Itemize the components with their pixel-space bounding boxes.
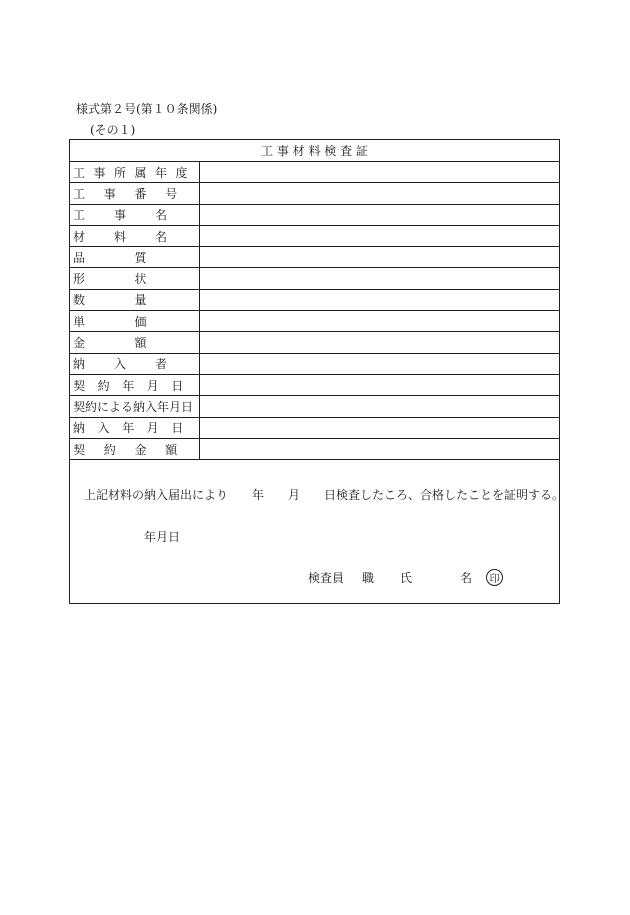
label-char: 工 (73, 165, 86, 180)
statement-prefix: 上記材料の納入届出により (84, 488, 229, 503)
field-value[interactable] (200, 226, 559, 246)
label-char: 名 (155, 208, 168, 223)
label-char: 年 (122, 378, 135, 393)
field-label (70, 226, 200, 246)
field-value[interactable] (200, 332, 559, 352)
field-label-text (73, 291, 196, 308)
name-suffix-label: 名 (460, 571, 473, 586)
field-value[interactable] (200, 183, 559, 203)
date-year: 年 (144, 530, 157, 545)
field-label (70, 311, 200, 331)
table-row (70, 439, 559, 460)
label-char: 月 (146, 421, 159, 436)
statement-year: 年 (252, 488, 265, 503)
table-row (70, 290, 559, 311)
statement-month: 月 (288, 488, 301, 503)
field-label (70, 418, 200, 438)
field-value[interactable] (200, 439, 559, 459)
label-char: 事 (114, 208, 127, 223)
label-char: 金 (73, 336, 86, 351)
field-label (70, 205, 200, 225)
label-char: 量 (134, 293, 147, 308)
label-char: 事 (93, 165, 106, 180)
field-value[interactable] (200, 268, 559, 288)
table-row (70, 247, 559, 268)
certificate-form (69, 139, 565, 604)
label-char: 品 (73, 250, 86, 265)
label-char: 納 (73, 357, 86, 372)
label-char: 納 (73, 421, 86, 436)
field-label (70, 162, 200, 182)
label-char: 属 (134, 165, 147, 180)
field-label-text (73, 419, 196, 436)
label-char: 数 (73, 293, 86, 308)
certificate-statement-area (70, 460, 565, 605)
certificate-statement (84, 486, 564, 503)
form-number-label: 様式第２号(第１０条関係) (76, 102, 218, 116)
field-label-text (73, 334, 196, 351)
table-row (70, 162, 559, 183)
label-char: 質 (134, 250, 147, 265)
label-char: 事 (103, 186, 116, 201)
label-char: 額 (134, 336, 147, 351)
label-char: 契 (73, 378, 86, 393)
field-label (70, 396, 200, 416)
field-label-text (73, 313, 196, 330)
label-char: 状 (134, 272, 147, 287)
field-value[interactable] (200, 205, 559, 225)
name-prefix-label: 氏 (400, 571, 413, 586)
label-char: 約 (97, 378, 110, 393)
label-char: 工 (73, 208, 86, 223)
field-value[interactable] (200, 247, 559, 267)
field-label (70, 439, 200, 459)
label-char: 金 (134, 442, 147, 457)
certificate-title: 工 事 材 料 検 査 証 (70, 140, 559, 162)
label-char: 番 (134, 186, 147, 201)
table-row (70, 268, 559, 289)
field-label-text (73, 441, 196, 458)
label-char: 所 (114, 165, 127, 180)
field-value[interactable] (200, 418, 559, 438)
field-label (70, 183, 200, 203)
field-label (70, 268, 200, 288)
field-label-text: 契約による納入年月日 (73, 399, 194, 414)
label-char: 額 (165, 442, 178, 457)
issue-date (144, 528, 180, 545)
field-value[interactable] (200, 290, 559, 310)
statement-suffix: 日検査したころ、合格したことを証明する。 (324, 488, 565, 503)
field-label (70, 247, 200, 267)
date-day: 日 (168, 530, 181, 545)
label-char: 月 (146, 378, 159, 393)
field-value[interactable] (200, 311, 559, 331)
field-label (70, 290, 200, 310)
label-char: 日 (171, 421, 184, 436)
field-label (70, 332, 200, 352)
label-char: 工 (73, 186, 86, 201)
field-label-text (73, 249, 196, 266)
field-label-text (73, 355, 196, 372)
label-char: 入 (97, 421, 110, 436)
table-row (70, 375, 559, 396)
label-char: 材 (73, 229, 86, 244)
label-char: 形 (73, 272, 86, 287)
inspector-signature (308, 569, 503, 586)
table-row (70, 396, 559, 417)
field-label-text (73, 164, 196, 181)
label-char: 約 (103, 442, 116, 457)
field-value[interactable] (200, 354, 559, 374)
table-row (70, 183, 559, 204)
label-char: 日 (171, 378, 184, 393)
table-row (70, 205, 559, 226)
table-row (70, 418, 559, 439)
field-label (70, 375, 200, 395)
field-label-text (73, 228, 196, 245)
label-char: 名 (155, 229, 168, 244)
table-row (70, 226, 559, 247)
label-char: 者 (155, 357, 168, 372)
inspector-label: 検査員 (308, 571, 345, 586)
post-label: 職 (362, 571, 375, 586)
certificate-fields (70, 162, 559, 460)
label-char: 単 (73, 314, 86, 329)
seal-icon: 印 (486, 569, 503, 586)
label-char: 価 (134, 314, 147, 329)
table-row (70, 311, 559, 332)
date-month: 月 (156, 530, 169, 545)
field-label-text (73, 377, 196, 394)
field-label-text (73, 270, 196, 287)
table-row (70, 332, 559, 353)
label-char: 度 (175, 165, 188, 180)
field-label-text (73, 185, 196, 202)
form-sub-label: (その１) (90, 123, 136, 137)
table-row (70, 354, 559, 375)
label-char: 契 (73, 442, 86, 457)
field-value[interactable] (200, 396, 559, 416)
label-char: 年 (122, 421, 135, 436)
label-char: 年 (155, 165, 168, 180)
field-value[interactable] (200, 162, 559, 182)
label-char: 料 (114, 229, 127, 244)
field-value[interactable] (200, 375, 559, 395)
field-label-text (73, 206, 196, 223)
label-char: 号 (165, 186, 178, 201)
field-label (70, 354, 200, 374)
label-char: 入 (114, 357, 127, 372)
